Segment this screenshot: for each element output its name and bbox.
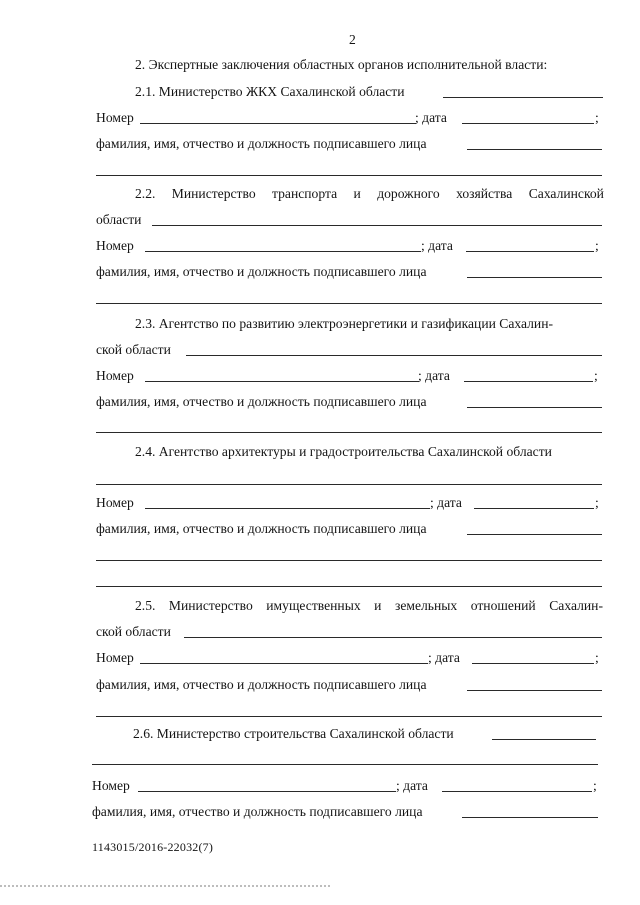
- section-2-1-number-field[interactable]: [140, 123, 416, 124]
- section-2-6-date-field[interactable]: [442, 791, 592, 792]
- section-2-4-signer-field-cont[interactable]: [96, 560, 602, 561]
- section-2-6-org-field[interactable]: [492, 739, 596, 740]
- document-code-footer: 1143015/2016-22032(7): [92, 840, 214, 854]
- page-number: 2: [349, 32, 356, 47]
- section-2-5-number-label: Номер: [96, 650, 134, 665]
- section-2-2-word: 2.2.: [135, 186, 156, 201]
- section-2-4-signer-field[interactable]: [467, 534, 602, 535]
- section-2-5-word: земельных: [394, 598, 458, 613]
- section-2-4-end-mark: ;: [595, 495, 599, 510]
- section-2-2-end-mark: ;: [595, 238, 599, 253]
- section-2-5-word: имущественных: [266, 598, 361, 613]
- section-2-2-word: и: [353, 186, 361, 201]
- scan-artifact-line: [0, 885, 330, 887]
- section-2-2-signer-field[interactable]: [467, 277, 602, 278]
- section-2-5-number-field[interactable]: [140, 663, 428, 664]
- section-2-6-end-mark: ;: [593, 778, 597, 793]
- section-2-2-word: хозяйства: [456, 186, 513, 201]
- section-2-6-number-label: Номер: [92, 778, 130, 793]
- section-2-6-signer-field[interactable]: [462, 817, 598, 818]
- section-2-3-number-field[interactable]: [145, 381, 419, 382]
- section-2-2-date-field[interactable]: [466, 251, 594, 252]
- section-2-1-signer-label: фамилия, имя, отчество и должность подписавшего лица: [96, 136, 427, 151]
- section-2-1-end-mark: ;: [595, 110, 599, 125]
- section-2-2-number-label: Номер: [96, 238, 134, 253]
- section-2-3-org-field[interactable]: [186, 355, 602, 356]
- section-2-5-signer-field[interactable]: [467, 690, 602, 691]
- section-2-5-signer-field-cont[interactable]: [96, 716, 602, 717]
- section-2-3-end-mark: ;: [594, 368, 598, 383]
- section-2-4-date-field[interactable]: [474, 508, 594, 509]
- section-2-4-number-label: Номер: [96, 495, 134, 510]
- section-2-4-title: 2.4. Агентство архитектуры и градостроительства Сахалинской области: [135, 444, 552, 459]
- section-2-6-title: 2.6. Министерство строительства Сахалинской области: [133, 726, 454, 741]
- section-2-2-signer-field-cont[interactable]: [96, 303, 602, 304]
- section-2-4-org-field[interactable]: [96, 484, 602, 485]
- section-2-3-date-field[interactable]: [464, 381, 593, 382]
- section-2-3-title-line2: ской области: [96, 342, 171, 357]
- section-2-5-signer-label: фамилия, имя, отчество и должность подписавшего лица: [96, 677, 427, 692]
- section-2-5-word: и: [374, 598, 382, 613]
- section-2-6-date-label: ; дата: [396, 778, 428, 793]
- section-2-5-org-field[interactable]: [184, 637, 602, 638]
- section-2-1-org-field[interactable]: [443, 97, 603, 98]
- section-2-2-title-line2: области: [96, 212, 142, 227]
- section-2-1-date-field[interactable]: [462, 123, 594, 124]
- section-2-3-signer-label: фамилия, имя, отчество и должность подписавшего лица: [96, 394, 427, 409]
- section-2-5-title-line1: [135, 598, 603, 614]
- section-2-4-date-label: ; дата: [430, 495, 462, 510]
- section-2-5-end-mark: ;: [595, 650, 599, 665]
- section-2-3-title-line1: 2.3. Агентство по развитию электроэнергетики и газификации Сахалин-: [135, 316, 554, 331]
- section-2-2-title-line1: [135, 186, 604, 202]
- section-2-5-word: Министерство: [168, 598, 253, 613]
- section-2-2-number-field[interactable]: [145, 251, 421, 252]
- section-2-5-word: 2.5.: [135, 598, 156, 613]
- section-2-1-date-label: ; дата: [415, 110, 447, 125]
- section-2-2-date-label: ; дата: [421, 238, 453, 253]
- section-2-2-word: транспорта: [272, 186, 338, 201]
- section-2-3-signer-field[interactable]: [467, 407, 602, 408]
- section-2-3-number-label: Номер: [96, 368, 134, 383]
- section-heading: 2. Экспертные заключения областных органов исполнительной власти:: [135, 57, 548, 72]
- section-2-5-title-line2: ской области: [96, 624, 171, 639]
- section-2-4-signer-field-cont[interactable]: [96, 586, 602, 587]
- section-2-6-signer-label: фамилия, имя, отчество и должность подписавшего лица: [92, 804, 423, 819]
- section-2-1-signer-field-cont[interactable]: [96, 175, 602, 176]
- section-2-2-org-field[interactable]: [152, 225, 602, 226]
- section-2-1-title: 2.1. Министерство ЖКХ Сахалинской области: [135, 84, 405, 99]
- section-2-2-word: Сахалинской: [528, 186, 604, 201]
- section-2-5-date-label: ; дата: [428, 650, 460, 665]
- section-2-1-signer-field[interactable]: [467, 149, 602, 150]
- section-2-6-org-field-cont[interactable]: [92, 764, 598, 765]
- section-2-3-signer-field-cont[interactable]: [96, 432, 602, 433]
- section-2-2-word: дорожного: [377, 186, 440, 201]
- section-2-4-number-field[interactable]: [145, 508, 430, 509]
- section-2-5-word: Сахалин-: [549, 598, 603, 613]
- section-2-5-word: отношений: [470, 598, 536, 613]
- section-2-6-number-field[interactable]: [138, 791, 396, 792]
- section-2-2-signer-label: фамилия, имя, отчество и должность подписавшего лица: [96, 264, 427, 279]
- section-2-2-word: Министерство: [171, 186, 256, 201]
- section-2-3-date-label: ; дата: [418, 368, 450, 383]
- section-2-5-date-field[interactable]: [472, 663, 594, 664]
- section-2-4-signer-label: фамилия, имя, отчество и должность подписавшего лица: [96, 521, 427, 536]
- section-2-1-number-label: Номер: [96, 110, 134, 125]
